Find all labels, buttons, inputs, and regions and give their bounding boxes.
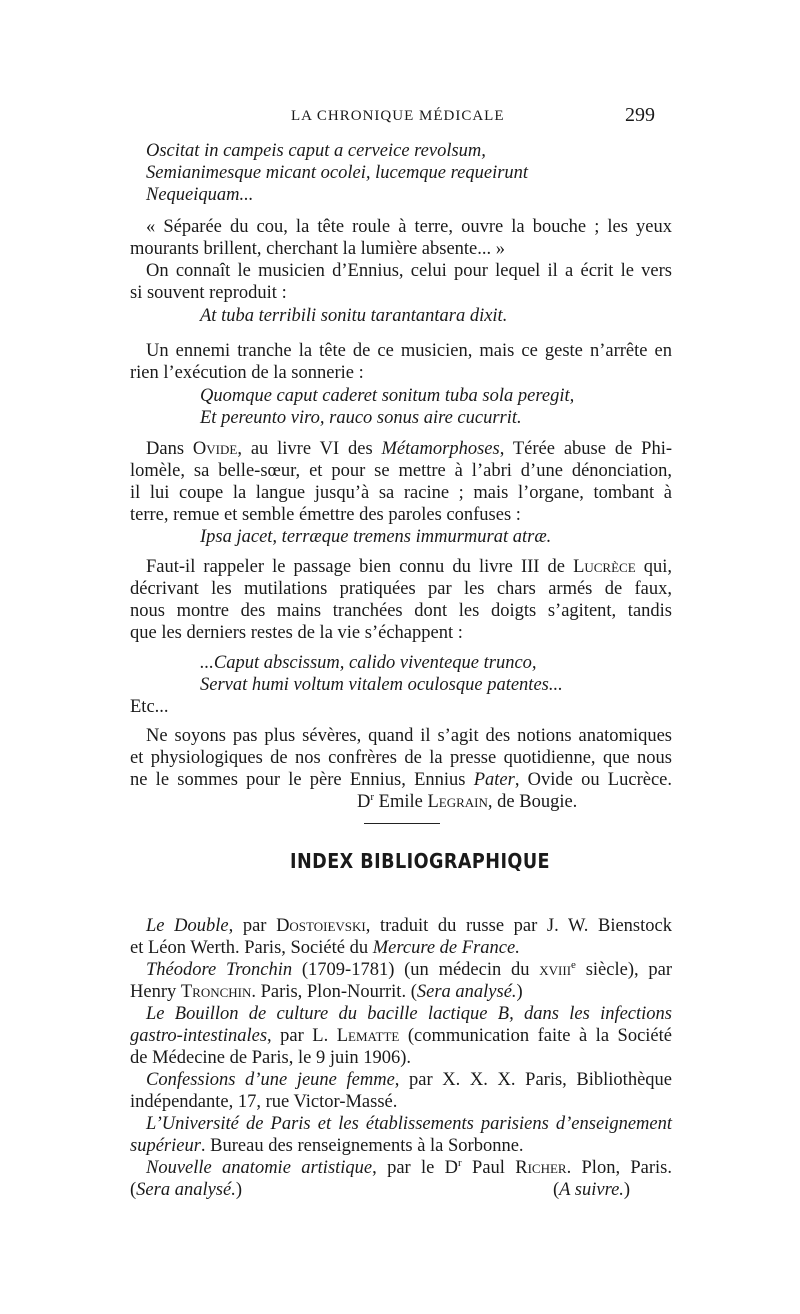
text-span: Le Bouillon de culture du bacille lactique B, dans les infections: [146, 1004, 672, 1024]
text-span: que les derniers restes de la vie s’échappent :: [130, 623, 463, 643]
text-line: [130, 1091, 397, 1113]
text-span: , Ovide ou Lucrèce.: [514, 770, 672, 790]
text-span: . Bureau des renseignements à la Sorbonne.: [200, 1136, 524, 1156]
text-span: Confessions d’une jeune femme: [146, 1070, 395, 1090]
text-span: , au livre VI des: [237, 439, 382, 459]
text-line: [130, 937, 520, 959]
text-span: Paul: [461, 1158, 516, 1178]
text-line: [130, 1025, 672, 1047]
text-line: [200, 526, 551, 548]
text-span: Richer: [515, 1158, 567, 1178]
text-span: Tronchin: [180, 982, 252, 1002]
text-line: [553, 1179, 630, 1201]
text-line: [146, 556, 672, 578]
text-span: , par: [228, 916, 277, 936]
text-line: [130, 981, 523, 1003]
text-line: [200, 385, 574, 407]
text-span: Lucrèce: [573, 557, 636, 577]
text-span: Semianimesque micant ocolei, lucemque requeirunt: [146, 163, 529, 183]
text-line: [357, 791, 577, 813]
text-line: [146, 915, 672, 937]
section-heading: INDEX BIBLIOGRAPHIQUE: [290, 849, 551, 873]
text-line: [146, 1069, 672, 1091]
text-line: [130, 1179, 242, 1201]
text-span: Legrain: [427, 792, 488, 812]
text-span: At tuba terribili sonitu tarantantara dixit.: [200, 306, 508, 326]
text-span: Ne soyons pas plus sévères, quand il s’agit des notions anatomiques: [146, 726, 672, 746]
text-span: décrivant les mutilations pratiquées par les chars armés de faux,: [130, 579, 672, 599]
text-span: rien l’exécution de la sonnerie :: [130, 363, 364, 383]
text-line: [130, 482, 672, 504]
text-span: lomèle, sa belle-sœur, et pour se mettre à l’abri d’une dénonciation,: [130, 461, 672, 481]
text-line: [146, 1157, 672, 1179]
text-line: [130, 622, 463, 644]
text-span: D: [357, 792, 371, 812]
text-span: Un ennemi tranche la tête de ce musicien, mais ce geste n’arrête en: [146, 341, 672, 361]
text-span: et Léon Werth. Paris, Société du: [130, 938, 373, 958]
text-line: [130, 747, 672, 769]
text-span: supérieur: [130, 1136, 201, 1156]
text-span: gastro-intestinales: [130, 1026, 268, 1046]
text-span: Le Double: [146, 916, 229, 936]
text-line: [146, 725, 672, 747]
text-span: ne le sommes pour le père Ennius, Ennius: [130, 770, 474, 790]
text-span: r: [370, 790, 375, 803]
text-span: (: [130, 1180, 137, 1200]
text-span: Ovide: [192, 439, 238, 459]
text-span: L’Université de Paris et les établissements parisiens d’enseignement: [146, 1114, 672, 1134]
text-span: (communication faite à la Société: [399, 1026, 672, 1046]
text-span: Ipsa jacet, terræque tremens immurmurat atræ.: [200, 527, 552, 547]
text-line: [130, 460, 672, 482]
text-line: [146, 438, 672, 460]
text-line: [146, 959, 672, 981]
text-span: , par X. X. X. Paris, Bibliothèque: [394, 1070, 672, 1090]
text-span: ): [623, 1180, 631, 1200]
text-span: il lui coupe la langue jusqu’à sa racine ; mais l’organe, tombant à: [130, 483, 672, 503]
text-line: [130, 282, 287, 304]
text-span: (: [553, 1180, 560, 1200]
text-span: Dans: [146, 439, 193, 459]
text-line: [130, 769, 672, 791]
text-line: [146, 260, 672, 282]
text-line: [146, 162, 528, 184]
text-span: Métamorphoses: [381, 439, 500, 459]
text-line: [130, 578, 672, 600]
text-span: indépendante, 17, rue Victor-Massé.: [130, 1092, 398, 1112]
text-line: [146, 1113, 672, 1135]
text-span: , par L.: [267, 1026, 337, 1046]
text-span: qui,: [635, 557, 673, 577]
text-span: Et pereunto viro, rauco sonus aire cucurrit.: [200, 408, 522, 428]
text-span: Oscitat in campeis caput a cerveice revolsum,: [146, 141, 486, 161]
text-line: [200, 674, 563, 696]
text-span: Pater: [473, 770, 515, 790]
text-span: Servat humi voltum vitalem oculosque patentes...: [200, 675, 563, 695]
text-span: xviii: [539, 960, 572, 980]
text-span: ...Caput abscissum, calido viventeque trunco,: [200, 653, 537, 673]
text-span: Sera analysé.: [136, 1180, 236, 1200]
text-span: , par le D: [372, 1158, 459, 1178]
text-span: Dostoievski: [276, 916, 366, 936]
text-span: Nouvelle anatomie artistique: [146, 1158, 373, 1178]
text-span: , de Bougie.: [487, 792, 578, 812]
text-span: Sera analysé.: [416, 982, 517, 1002]
section-divider: [364, 823, 440, 824]
running-header: LA CHRONIQUE MÉDICALE: [291, 108, 505, 124]
text-span: Lematte: [336, 1026, 400, 1046]
text-span: , Térée abuse de Phi-: [499, 439, 672, 459]
text-span: e: [571, 958, 576, 971]
text-span: A suivre.: [559, 1180, 624, 1200]
text-span: siècle), par: [575, 960, 672, 980]
text-span: r: [458, 1156, 462, 1169]
text-line: [130, 696, 169, 718]
text-line: [200, 305, 507, 327]
page-number: 299: [625, 104, 655, 126]
text-span: Quomque caput caderet sonitum tuba sola peregit,: [200, 386, 575, 406]
text-span: si souvent reproduit :: [130, 283, 287, 303]
text-line: [200, 407, 522, 429]
text-line: [146, 184, 253, 206]
text-line: [146, 1003, 672, 1025]
text-span: et physiologiques de nos confrères de la presse quotidienne, que nous: [130, 748, 672, 768]
text-span: « Séparée du cou, la tête roule à terre, ouvre la bouche ; les yeux: [146, 217, 672, 237]
text-span: ): [235, 1180, 243, 1200]
text-line: [130, 362, 364, 384]
text-span: ): [516, 982, 523, 1002]
text-span: nous montre des mains tranchées dont les doigts s’agitent, tandis: [130, 601, 672, 621]
text-span: Nequeiquam...: [146, 185, 254, 205]
text-span: (1709-1781) (un médecin du: [292, 960, 540, 980]
text-span: Théodore Tronchin: [146, 960, 293, 980]
text-line: [130, 238, 505, 260]
text-line: [130, 504, 521, 526]
text-span: Faut-il rappeler le passage bien connu du livre III de: [146, 557, 574, 577]
text-span: , traduit du russe par J. W. Bienstock: [365, 916, 672, 936]
text-line: [146, 340, 672, 362]
text-line: [130, 1135, 524, 1157]
text-span: Mercure de France.: [372, 938, 520, 958]
text-line: [130, 600, 672, 622]
text-span: Etc...: [130, 697, 169, 717]
text-line: [146, 140, 486, 162]
text-span: mourants brillent, cherchant la lumière absente... »: [130, 239, 506, 259]
text-span: Emile: [374, 792, 428, 812]
text-span: de Médecine de Paris, le 9 juin 1906).: [130, 1048, 412, 1068]
text-span: Henry: [130, 982, 181, 1002]
text-span: On connaît le musicien d’Ennius, celui pour lequel il a écrit le vers: [146, 261, 672, 281]
text-span: terre, remue et semble émettre des paroles confuses :: [130, 505, 521, 525]
text-line: [146, 216, 672, 238]
text-span: . Plon, Paris.: [566, 1158, 672, 1178]
text-line: [200, 652, 537, 674]
text-line: [130, 1047, 411, 1069]
text-span: . Paris, Plon-Nourrit. (: [251, 982, 417, 1002]
